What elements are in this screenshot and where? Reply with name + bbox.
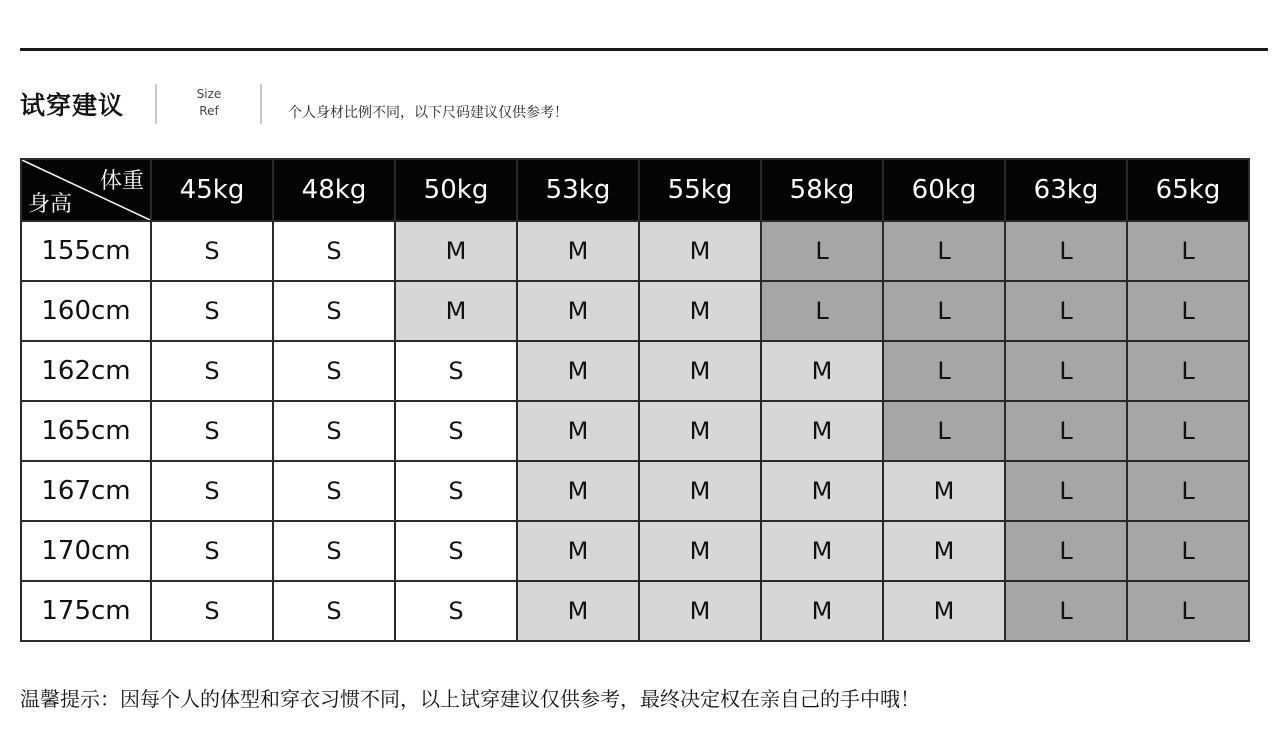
size-cell: S [273,461,395,521]
height-label-cell: 160cm [21,281,151,341]
size-cell: L [1005,281,1127,341]
size-cell: S [273,281,395,341]
size-cell: L [1005,581,1127,641]
size-cell: M [761,581,883,641]
size-cell: M [639,581,761,641]
size-cell: M [761,461,883,521]
page-title: 试穿建议 [20,91,125,120]
size-cell: L [761,221,883,281]
table-row [21,401,1249,461]
size-cell: M [883,521,1005,581]
size-cell: M [883,581,1005,641]
size-cell: M [761,401,883,461]
size-cell: L [1005,221,1127,281]
size-cell: L [1127,221,1249,281]
size-cell: M [639,461,761,521]
title-separator [155,84,157,124]
weight-header-cell: 45kg [151,159,273,221]
height-label-cell: 162cm [21,341,151,401]
table-row [21,341,1249,401]
size-cell: L [1127,581,1249,641]
size-cell: L [1127,461,1249,521]
size-cell: S [273,341,395,401]
height-label-cell: 155cm [21,221,151,281]
size-cell: L [761,281,883,341]
weight-header-cell: 60kg [883,159,1005,221]
size-cell: S [395,341,517,401]
size-cell: L [883,401,1005,461]
weight-header-cell: 65kg [1127,159,1249,221]
size-cell: S [395,521,517,581]
size-cell: S [273,581,395,641]
size-cell: M [639,401,761,461]
size-cell: M [517,341,639,401]
size-cell: M [517,221,639,281]
size-cell: L [1127,521,1249,581]
size-cell: S [151,461,273,521]
weight-header-cell: 53kg [517,159,639,221]
table-row [21,461,1249,521]
subtitle: 个人身材比例不同，以下尺码建议仅供参考！ [288,105,568,121]
size-cell: L [1005,341,1127,401]
size-cell: L [883,221,1005,281]
table-row [21,221,1249,281]
height-label-cell: 175cm [21,581,151,641]
corner-cell [21,159,151,221]
weight-header-cell: 63kg [1005,159,1127,221]
size-cell: M [517,281,639,341]
size-cell: S [151,221,273,281]
weight-header-row [21,159,1249,221]
height-label-cell: 167cm [21,461,151,521]
size-cell: M [517,581,639,641]
size-cell: L [1127,341,1249,401]
size-cell: S [151,401,273,461]
size-cell: S [273,221,395,281]
size-cell: L [1127,281,1249,341]
size-cell: S [151,341,273,401]
weight-header-cell: 55kg [639,159,761,221]
size-cell: S [395,581,517,641]
size-cell: M [639,521,761,581]
size-cell: L [1005,401,1127,461]
size-ref-line1: Size [196,87,222,101]
size-cell: S [273,401,395,461]
size-cell: M [395,221,517,281]
size-ref-line2: Ref [199,104,219,118]
size-cell: M [761,341,883,401]
footer-note: 温馨提示：因每个人的体型和穿衣习惯不同，以上试穿建议仅供参考，最终决定权在亲自己的手中哦！ [20,687,920,711]
size-cell: S [151,521,273,581]
table-row [21,281,1249,341]
size-cell: S [395,401,517,461]
weight-header-cell: 48kg [273,159,395,221]
top-divider [20,48,1268,51]
size-ref-label [190,86,228,120]
size-cell: M [639,281,761,341]
subtitle-separator [260,84,262,124]
size-cell: M [639,341,761,401]
size-cell: S [151,581,273,641]
table-body [21,221,1249,641]
height-label-cell: 170cm [21,521,151,581]
corner-height-label: 身高 [28,192,73,217]
height-label-cell: 165cm [21,401,151,461]
corner-weight-label: 体重 [99,169,144,194]
size-cell: S [395,461,517,521]
size-cell: L [883,341,1005,401]
size-cell: S [273,521,395,581]
table-header [21,159,1249,221]
weight-header-cell: 58kg [761,159,883,221]
size-cell: M [517,521,639,581]
size-cell: M [639,221,761,281]
size-chart-table [20,158,1250,642]
size-cell: S [151,281,273,341]
size-cell: L [1127,401,1249,461]
table-row [21,581,1249,641]
size-cell: L [1005,461,1127,521]
weight-header-cell: 50kg [395,159,517,221]
size-cell: M [883,461,1005,521]
size-cell: L [1005,521,1127,581]
size-cell: M [761,521,883,581]
size-cell: M [517,401,639,461]
size-cell: L [883,281,1005,341]
size-cell: M [517,461,639,521]
size-cell: M [395,281,517,341]
table-row [21,521,1249,581]
